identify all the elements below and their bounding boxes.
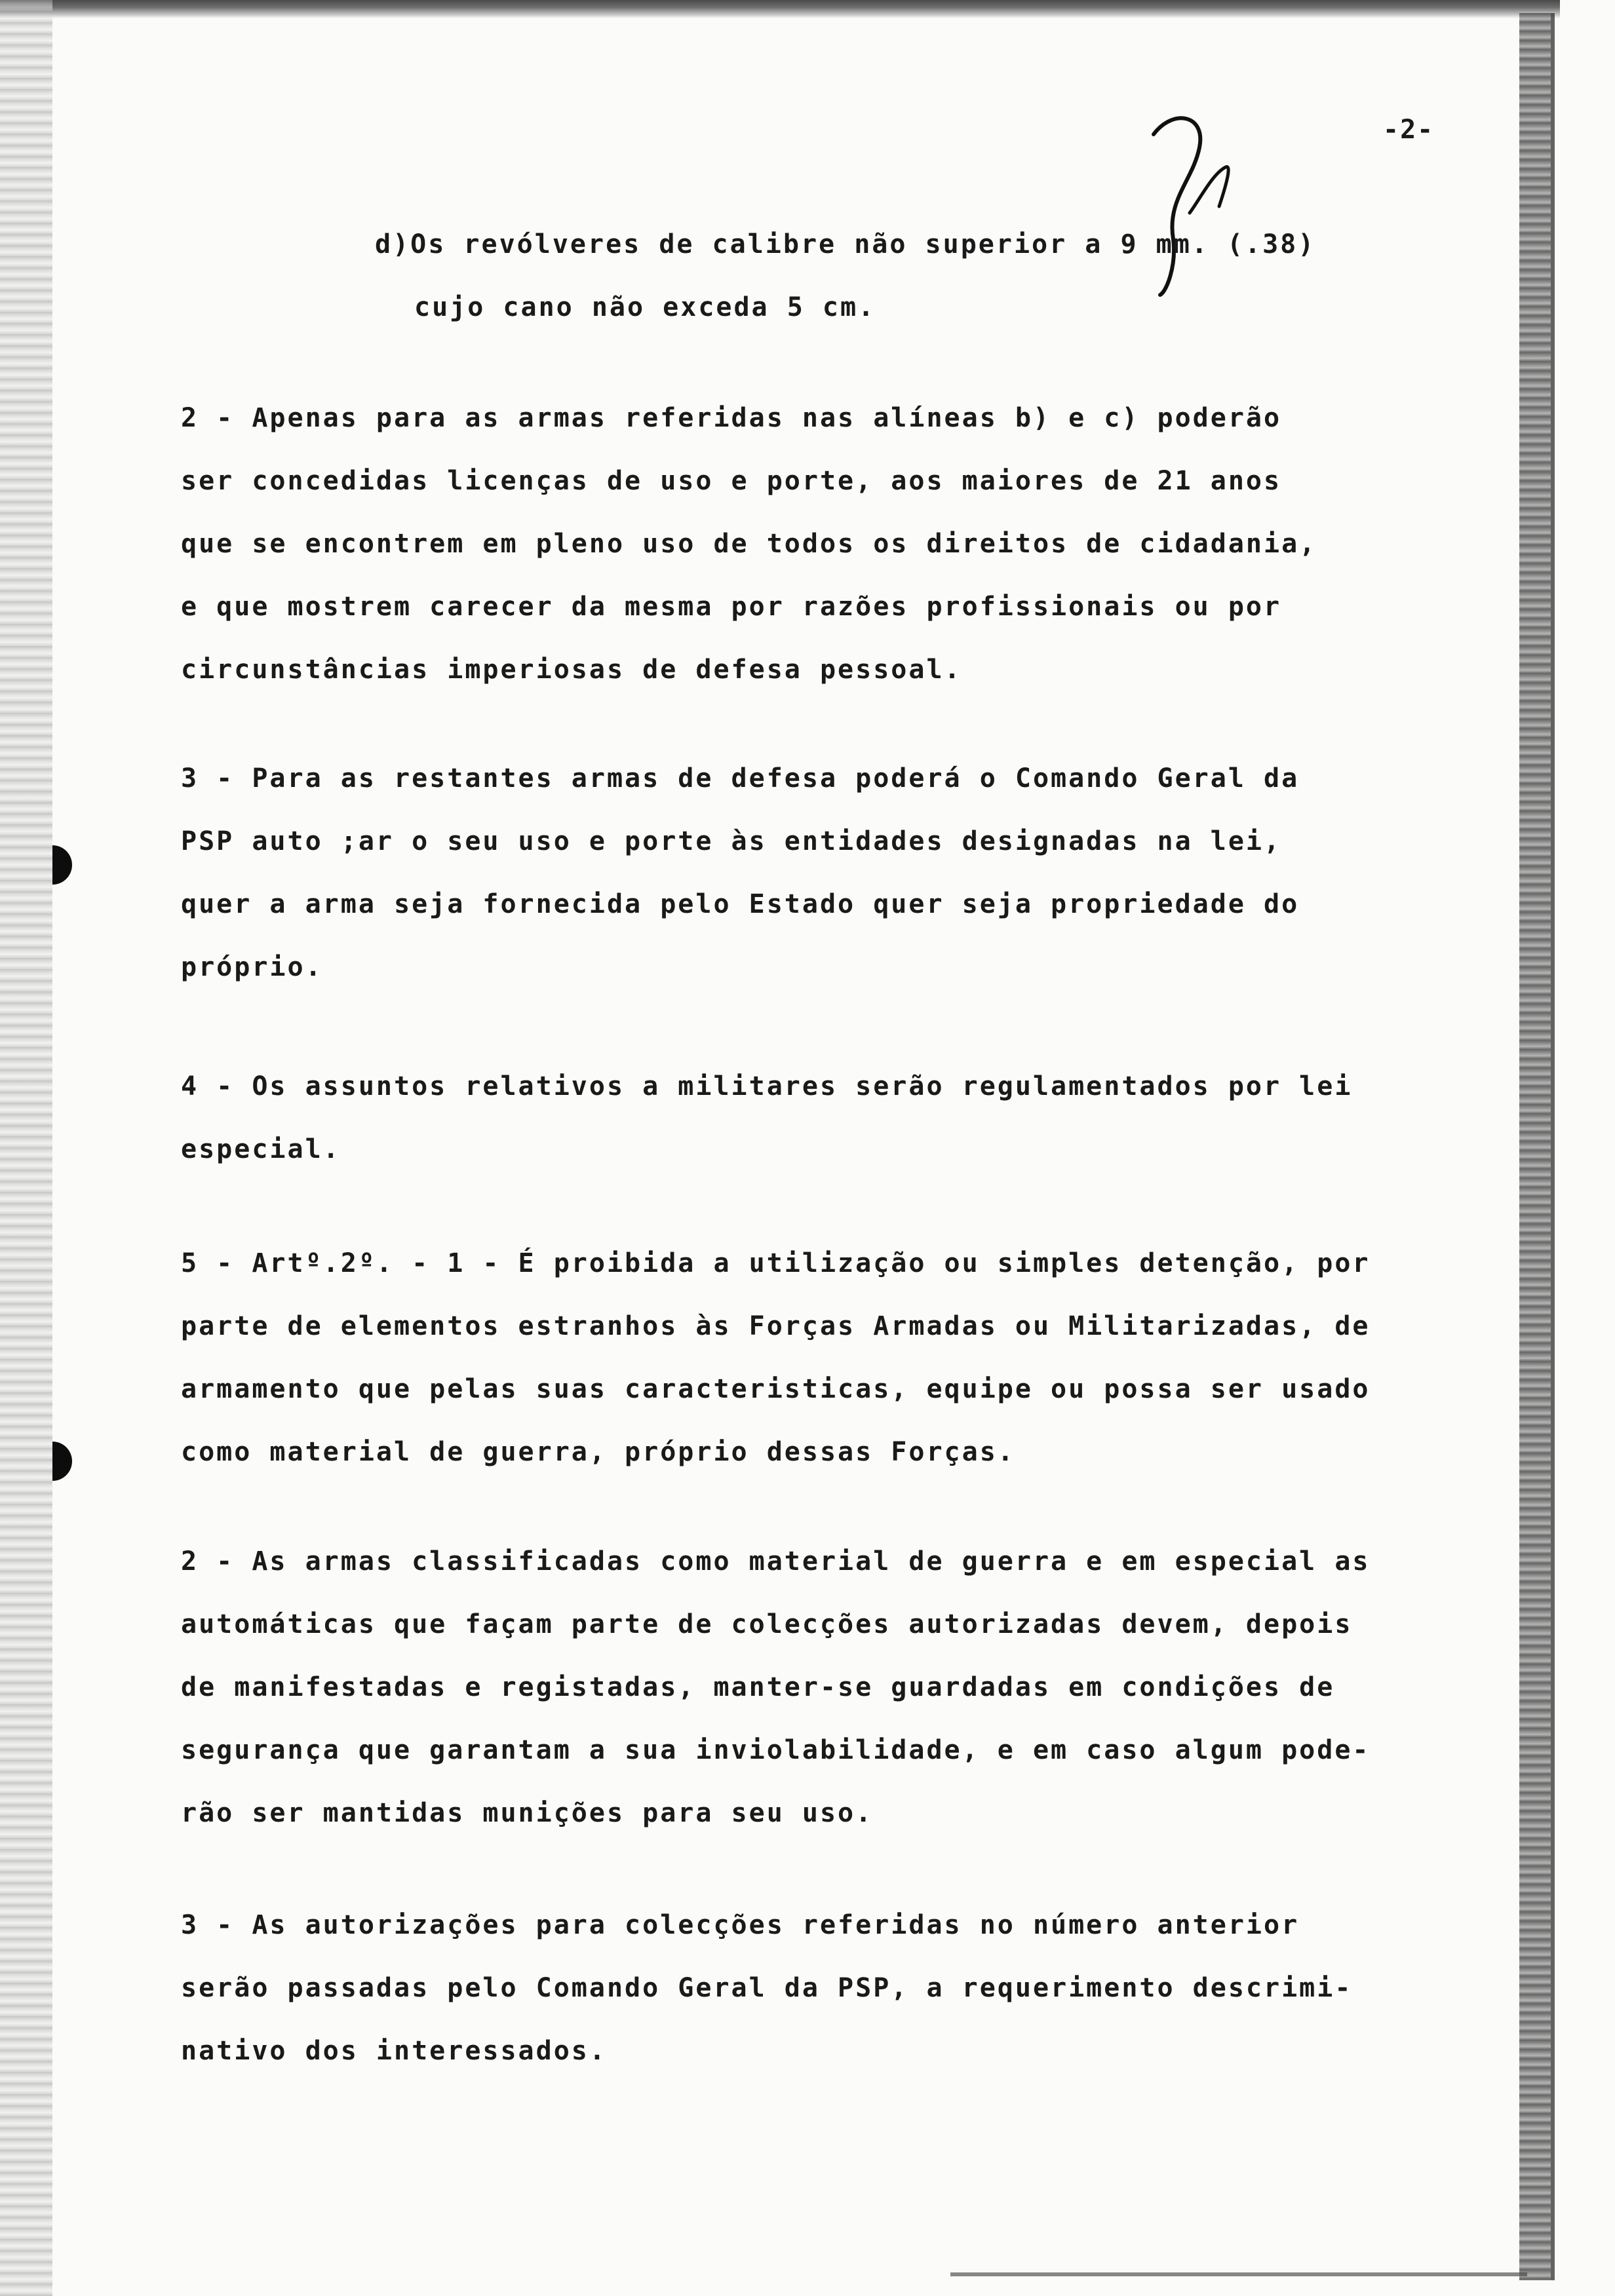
paragraph-1-line-1: d)Os revólveres de calibre não superior a 9 mm. (.38) xyxy=(375,229,1316,259)
paragraph-2-line-1: 2 - Apenas para as armas referidas nas alíneas b) e c) poderão xyxy=(181,403,1282,433)
paragraph-3-line-4: próprio. xyxy=(181,952,323,982)
scan-top-border xyxy=(0,0,1560,18)
scan-right-border xyxy=(1519,13,1551,2280)
paragraph-4 xyxy=(181,1055,1459,1181)
paragraph-3 xyxy=(181,747,1459,999)
paragraph-5-line-3: armamento que pelas suas caracteristicas, equipe ou possa ser usado xyxy=(181,1374,1371,1404)
punch-hole-lower xyxy=(52,1442,72,1481)
paragraph-5-line-2: parte de elementos estranhos às Forças Armadas ou Militarizadas, de xyxy=(181,1311,1371,1341)
paragraph-6-line-1: 2 - As armas classificadas como material de guerra e em especial as xyxy=(181,1546,1371,1577)
paragraph-5-line-1: 5 - Artº.2º. - 1 - É proibida a utilização ou simples detenção, por xyxy=(181,1248,1371,1278)
page-number: -2- xyxy=(1383,115,1435,145)
paragraph-3-line-1: 3 - Para as restantes armas de defesa poderá o Comando Geral da xyxy=(181,763,1300,794)
paragraph-3-line-2: PSP auto ;ar o seu uso e porte às entidades designadas na lei, xyxy=(181,826,1282,856)
punch-hole-upper xyxy=(52,845,72,885)
paragraph-6 xyxy=(181,1530,1459,1845)
paragraph-4-line-1: 4 - Os assuntos relativos a militares serão regulamentados por lei xyxy=(181,1071,1353,1101)
paragraph-7-line-3: nativo dos interessados. xyxy=(181,2036,607,2066)
paragraph-4-line-2: especial. xyxy=(181,1134,341,1164)
paragraph-6-line-3: de manifestadas e registadas, manter-se guardadas em condições de xyxy=(181,1672,1335,1702)
scan-right-edge-line xyxy=(1551,13,1555,2280)
paragraph-5 xyxy=(181,1232,1459,1483)
paragraph-6-line-2: automáticas que façam parte de colecções autorizadas devem, depois xyxy=(181,1609,1353,1639)
paragraph-7-line-1: 3 - As autorizações para colecções referidas no número anterior xyxy=(181,1910,1300,1940)
paragraph-7 xyxy=(181,1894,1459,2082)
paragraph-2-line-2: ser concedidas licenças de uso e porte, aos maiores de 21 anos xyxy=(181,466,1282,496)
scan-bottom-line xyxy=(950,2272,1527,2276)
paragraph-7-line-2: serão passadas pelo Comando Geral da PSP, a requerimento descrimi- xyxy=(181,1973,1353,2003)
paragraph-1-line-2: cujo cano não exceda 5 cm. xyxy=(414,292,876,322)
paragraph-6-line-5: rão ser mantidas munições para seu uso. xyxy=(181,1798,874,1828)
paragraph-2-line-5: circunstâncias imperiosas de defesa pessoal. xyxy=(181,655,962,685)
scan-left-border xyxy=(0,0,52,2296)
paragraph-2-line-3: que se encontrem em pleno uso de todos os direitos de cidadania, xyxy=(181,529,1317,559)
paragraph-1 xyxy=(375,213,1615,339)
paragraph-6-line-4: segurança que garantam a sua inviolabilidade, e em caso algum pode- xyxy=(181,1735,1371,1765)
paragraph-2-line-4: e que mostrem carecer da mesma por razões profissionais ou por xyxy=(181,592,1282,622)
paragraph-2 xyxy=(181,387,1459,701)
paragraph-3-line-3: quer a arma seja fornecida pelo Estado quer seja propriedade do xyxy=(181,889,1300,919)
paragraph-5-line-4: como material de guerra, próprio dessas Forças. xyxy=(181,1437,1015,1467)
